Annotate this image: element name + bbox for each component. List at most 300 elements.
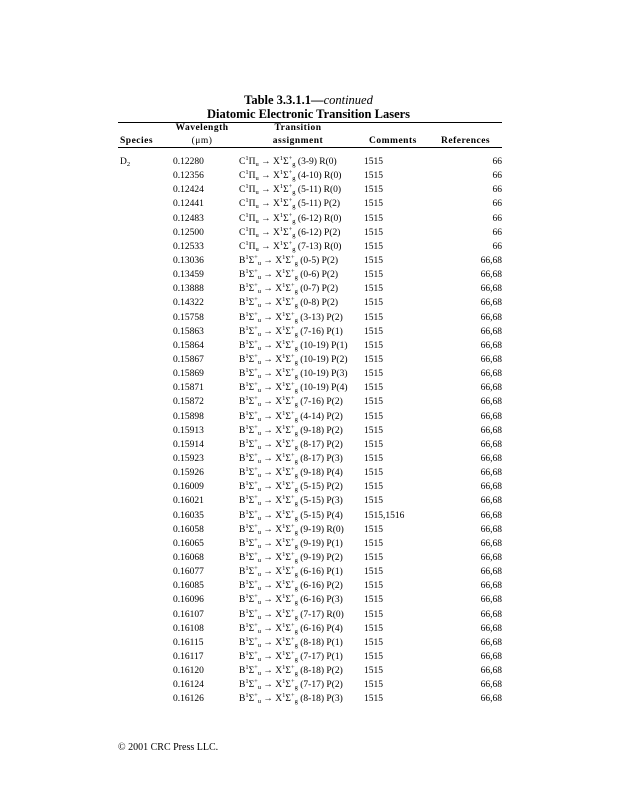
lower-state-letter: X: [272, 171, 280, 182]
wavelength-cell: 0.15867: [173, 354, 204, 365]
lower-state-symmetry: g: [294, 472, 298, 480]
upper-state-multiplicity: 1: [245, 480, 249, 488]
upper-state-symmetry: u: [257, 684, 262, 692]
upper-state-parity: +: [254, 565, 258, 573]
lower-state-multiplicity: 1: [279, 239, 284, 247]
upper-state-symbol: Π: [248, 157, 256, 167]
transition-arrow: →: [263, 651, 273, 662]
lower-state-multiplicity: 1: [279, 155, 284, 162]
upper-state-symmetry: u: [257, 613, 262, 621]
transition-cell: [239, 226, 340, 240]
lower-state-letter: X: [275, 270, 283, 281]
comments-cell: 1515: [364, 411, 383, 422]
lower-state-multiplicity: 1: [282, 352, 286, 360]
comments-cell: 1515: [364, 581, 383, 592]
lower-state-letter: X: [275, 637, 283, 648]
transition-arrow: →: [263, 312, 273, 323]
upper-state-multiplicity: 1: [245, 437, 249, 445]
lower-state-multiplicity: 1: [282, 480, 286, 488]
wavelength-cell: 0.16068: [173, 552, 204, 563]
transition-cell: [239, 339, 347, 353]
comments-cell: 1515: [364, 354, 383, 365]
column-header-species: Species: [120, 136, 154, 146]
transition-cell: [239, 212, 341, 226]
column-header-wavelength: Wavelength: [175, 123, 229, 133]
references-cell: 66,68: [480, 666, 502, 677]
upper-state-multiplicity: 1: [245, 664, 249, 672]
upper-state-multiplicity: 1: [245, 635, 249, 643]
comments-cell: 1515: [364, 637, 383, 648]
lower-state-letter: X: [275, 496, 283, 507]
lower-state-multiplicity: 1: [282, 381, 286, 389]
transition-cell: [239, 551, 343, 565]
lower-state-symmetry: g: [294, 330, 298, 338]
transition-arrow: →: [263, 354, 273, 365]
upper-state-multiplicity: 1: [245, 550, 249, 558]
upper-state-parity: +: [254, 579, 258, 587]
references-cell: 66,68: [480, 354, 502, 365]
lower-state-symbol: Σ: [285, 666, 291, 677]
references-cell: 66,68: [480, 453, 502, 464]
wavelength-cell: 0.16035: [173, 510, 204, 521]
lower-state-multiplicity: 1: [282, 565, 286, 573]
band-assignment: (10-19) P(1): [300, 340, 348, 351]
upper-state-multiplicity: 1: [245, 692, 249, 700]
references-cell: 66: [492, 213, 502, 224]
references-cell: 66,68: [480, 595, 502, 606]
table-title: [0, 93, 617, 107]
transition-cell: [239, 268, 338, 282]
lower-state-multiplicity: 1: [282, 466, 286, 474]
table-row: [0, 678, 617, 692]
upper-state-symbol: Σ: [248, 524, 255, 535]
comments-cell: 1515: [364, 227, 383, 238]
band-assignment: (5-11) R(0): [297, 185, 342, 196]
band-assignment: (4-10) R(0): [297, 171, 342, 182]
lower-state-parity: +: [290, 451, 295, 459]
comments-cell: 1515: [364, 340, 383, 351]
band-assignment: (8-17) P(3): [300, 453, 343, 464]
band-assignment: (0-6) P(2): [300, 270, 338, 281]
upper-state-letter: B: [239, 255, 246, 266]
lower-state-symmetry: g: [294, 528, 298, 536]
lower-state-symbol: Σ: [285, 524, 291, 535]
wavelength-cell: 0.12441: [173, 199, 204, 210]
lower-state-letter: X: [272, 185, 280, 196]
lower-state-symmetry: g: [294, 556, 298, 564]
upper-state-symbol: Σ: [248, 397, 255, 408]
wavelength-cell: 0.12483: [173, 213, 204, 224]
lower-state-letter: X: [275, 680, 283, 691]
upper-state-multiplicity: 1: [245, 494, 249, 502]
lower-state-symmetry: g: [294, 500, 298, 508]
transition-arrow: →: [263, 468, 273, 479]
transition-arrow: →: [263, 326, 273, 337]
upper-state-multiplicity: 1: [245, 649, 249, 657]
transition-cell: [239, 636, 343, 650]
lower-state-multiplicity: 1: [282, 579, 286, 587]
references-cell: 66,68: [480, 637, 502, 648]
lower-state-letter: X: [275, 609, 283, 620]
band-assignment: (5-15) P(2): [300, 482, 343, 493]
lower-state-symmetry: g: [294, 401, 298, 409]
comments-cell: 1515: [364, 552, 383, 563]
lower-state-parity: +: [290, 310, 295, 318]
upper-state-symbol: Σ: [248, 284, 255, 295]
lower-state-symbol: Σ: [285, 581, 291, 592]
upper-state-symmetry: u: [257, 387, 262, 395]
upper-state-letter: C: [239, 213, 246, 224]
upper-state-symmetry: u: [257, 472, 262, 480]
transition-cell: [239, 608, 344, 622]
lower-state-parity: +: [290, 296, 295, 304]
wavelength-cell: 0.16009: [173, 482, 204, 493]
lower-state-letter: X: [275, 538, 283, 549]
table-row: [0, 466, 617, 480]
lower-state-multiplicity: 1: [282, 621, 286, 629]
transition-cell: [239, 664, 343, 678]
table-row: [0, 523, 617, 537]
lower-state-symmetry: g: [294, 358, 298, 366]
lower-state-symbol: Σ: [285, 439, 291, 450]
lower-state-symbol: Σ: [283, 157, 289, 167]
lower-state-letter: X: [275, 255, 283, 266]
band-assignment: (7-17) P(2): [300, 680, 343, 691]
upper-state-parity: +: [254, 621, 258, 629]
upper-state-parity: +: [254, 296, 258, 304]
lower-state-symmetry: g: [294, 259, 298, 267]
band-assignment: (9-18) P(2): [300, 425, 343, 436]
transition-arrow: →: [263, 680, 273, 691]
wavelength-cell: 0.16124: [173, 680, 204, 691]
wavelength-cell: 0.15872: [173, 397, 204, 408]
lower-state-symbol: Σ: [285, 482, 291, 493]
transition-cell: [239, 395, 343, 409]
column-header-comments: Comments: [369, 136, 417, 146]
upper-state-symmetry: u: [257, 542, 262, 550]
lower-state-letter: X: [275, 397, 283, 408]
lower-state-letter: X: [275, 425, 283, 436]
lower-state-symbol: Σ: [283, 171, 289, 182]
upper-state-symmetry: u: [257, 373, 262, 381]
transition-cell: [239, 678, 343, 692]
comments-cell: 1515: [364, 680, 383, 691]
upper-state-symbol: Π: [248, 199, 256, 210]
upper-state-symbol: Σ: [248, 552, 255, 563]
lower-state-symmetry: g: [294, 457, 298, 465]
upper-state-letter: B: [239, 510, 246, 521]
lower-state-parity: +: [290, 409, 295, 417]
upper-state-letter: B: [239, 453, 246, 464]
references-cell: 66,68: [480, 510, 502, 521]
upper-state-symmetry: u: [257, 415, 262, 423]
transition-arrow: →: [261, 199, 271, 210]
band-assignment: (5-15) P(4): [300, 510, 343, 521]
lower-state-letter: X: [275, 439, 283, 450]
table-row: [0, 480, 617, 494]
transition-arrow: →: [263, 510, 273, 521]
transition-cell: [239, 311, 343, 325]
table-row: [0, 608, 617, 622]
upper-state-parity: +: [254, 381, 258, 389]
lower-state-letter: X: [275, 694, 283, 705]
transition-cell: [239, 523, 344, 537]
band-assignment: (9-18) P(4): [300, 468, 343, 479]
wavelength-cell: 0.16107: [173, 609, 204, 620]
lower-state-multiplicity: 1: [282, 367, 286, 375]
lower-state-symmetry: g: [292, 203, 296, 211]
lower-state-symbol: Σ: [285, 637, 291, 648]
upper-state-letter: C: [239, 199, 246, 210]
band-assignment: (6-16) P(4): [300, 623, 343, 634]
upper-state-multiplicity: 1: [245, 678, 249, 686]
upper-state-symmetry: u: [255, 203, 259, 211]
lower-state-letter: X: [272, 157, 280, 167]
upper-state-parity: +: [254, 409, 258, 417]
lower-state-symmetry: g: [294, 641, 298, 649]
lower-state-symbol: Σ: [285, 425, 291, 436]
band-assignment: (6-16) P(2): [300, 581, 343, 592]
transition-cell: [239, 480, 343, 494]
upper-state-symbol: Σ: [248, 482, 255, 493]
table-row: [0, 339, 617, 353]
upper-state-multiplicity: 1: [245, 211, 249, 219]
lower-state-symbol: Σ: [285, 326, 291, 337]
upper-state-symmetry: u: [255, 231, 259, 239]
transition-arrow: →: [261, 157, 271, 167]
lower-state-symmetry: g: [294, 486, 298, 494]
upper-state-multiplicity: 1: [245, 536, 249, 544]
references-cell: 66: [492, 199, 502, 210]
lower-state-multiplicity: 1: [282, 310, 286, 318]
upper-state-symmetry: u: [257, 274, 262, 282]
upper-state-multiplicity: 1: [245, 522, 249, 530]
lower-state-symbol: Σ: [285, 496, 291, 507]
table-row: [0, 593, 617, 607]
upper-state-letter: B: [239, 567, 246, 578]
lower-state-symmetry: g: [294, 443, 298, 451]
upper-state-symbol: Σ: [248, 567, 255, 578]
references-cell: 66,68: [480, 552, 502, 563]
comments-cell: 1515: [364, 213, 383, 224]
comments-cell: 1515: [364, 241, 383, 252]
upper-state-symmetry: u: [257, 358, 262, 366]
lower-state-symmetry: g: [292, 175, 296, 183]
lower-state-symmetry: g: [294, 613, 298, 621]
table-row: [0, 296, 617, 310]
wavelength-cell: 0.13888: [173, 284, 204, 295]
comments-cell: 1515: [364, 609, 383, 620]
references-cell: 66,68: [480, 496, 502, 507]
upper-state-multiplicity: 1: [245, 197, 249, 205]
lower-state-symbol: Σ: [283, 199, 289, 210]
upper-state-symmetry: u: [257, 670, 262, 678]
wavelength-cell: 0.12424: [173, 185, 204, 196]
upper-state-symbol: Σ: [248, 439, 255, 450]
lower-state-multiplicity: 1: [282, 593, 286, 601]
transition-cell: [239, 452, 343, 466]
upper-state-symmetry: u: [257, 585, 262, 593]
upper-state-multiplicity: 1: [245, 352, 249, 360]
table-row: [0, 197, 617, 211]
transition-cell: [239, 650, 343, 664]
upper-state-letter: B: [239, 581, 246, 592]
wavelength-cell: 0.16065: [173, 538, 204, 549]
upper-state-parity: +: [254, 593, 258, 601]
table-row: [0, 509, 617, 523]
band-assignment: (6-12) P(2): [297, 227, 341, 238]
upper-state-multiplicity: 1: [245, 367, 249, 375]
lower-state-multiplicity: 1: [282, 494, 286, 502]
transition-arrow: →: [263, 496, 273, 507]
transition-cell: [239, 183, 341, 197]
lower-state-symmetry: g: [294, 429, 298, 437]
upper-state-letter: B: [239, 694, 246, 705]
lower-state-letter: X: [275, 340, 283, 351]
transition-arrow: →: [263, 609, 273, 620]
table-row: [0, 537, 617, 551]
transition-cell: [239, 466, 343, 480]
lower-state-symmetry: g: [292, 189, 296, 197]
references-cell: 66: [492, 241, 502, 252]
lower-state-letter: X: [275, 482, 283, 493]
transition-cell: [239, 197, 340, 211]
lower-state-multiplicity: 1: [282, 664, 286, 672]
upper-state-multiplicity: 1: [245, 593, 249, 601]
lower-state-symbol: Σ: [285, 567, 291, 578]
references-cell: 66,68: [480, 312, 502, 323]
transition-cell: [239, 579, 343, 593]
transition-arrow: →: [261, 171, 271, 182]
upper-state-letter: B: [239, 298, 246, 309]
upper-state-parity: +: [254, 352, 258, 360]
lower-state-parity: +: [290, 282, 295, 290]
wavelength-cell: 0.15869: [173, 369, 204, 380]
comments-cell: 1515: [364, 185, 383, 196]
table-row: [0, 268, 617, 282]
lower-state-letter: X: [275, 595, 283, 606]
band-assignment: (5-15) P(3): [300, 496, 343, 507]
lower-state-parity: +: [290, 508, 295, 516]
transition-arrow: →: [263, 637, 273, 648]
table-title-main: Table 3.3.1.1—: [244, 93, 324, 107]
transition-cell: [239, 169, 341, 183]
comments-cell: 1515: [364, 623, 383, 634]
lower-state-letter: X: [275, 453, 283, 464]
upper-state-multiplicity: 1: [245, 310, 249, 318]
upper-state-symbol: Π: [248, 213, 256, 224]
wavelength-cell: 0.15863: [173, 326, 204, 337]
lower-state-multiplicity: 1: [282, 635, 286, 643]
lower-state-multiplicity: 1: [279, 211, 284, 219]
upper-state-symmetry: u: [257, 641, 262, 649]
table-row: [0, 438, 617, 452]
wavelength-cell: 0.13459: [173, 270, 204, 281]
lower-state-parity: +: [290, 550, 295, 558]
wavelength-cell: 0.15913: [173, 425, 204, 436]
transition-arrow: →: [261, 227, 271, 238]
lower-state-parity: +: [290, 367, 295, 375]
lower-state-letter: X: [275, 666, 283, 677]
lower-state-symbol: Σ: [283, 227, 289, 238]
upper-state-letter: C: [239, 157, 246, 167]
transition-arrow: →: [263, 369, 273, 380]
transition-arrow: →: [261, 241, 271, 252]
wavelength-cell: 0.12280: [173, 157, 204, 167]
band-assignment: (3-9) R(0): [297, 157, 337, 167]
upper-state-symmetry: u: [257, 443, 262, 451]
upper-state-symbol: Π: [248, 241, 256, 252]
wavelength-cell: 0.16085: [173, 581, 204, 592]
upper-state-parity: +: [254, 253, 258, 261]
upper-state-multiplicity: 1: [245, 381, 249, 389]
upper-state-symmetry: u: [257, 698, 262, 706]
references-cell: 66,68: [480, 284, 502, 295]
wavelength-cell: 0.15898: [173, 411, 204, 422]
references-cell: 66,68: [480, 538, 502, 549]
upper-state-parity: +: [254, 522, 258, 530]
upper-state-letter: C: [239, 185, 246, 196]
upper-state-letter: B: [239, 340, 246, 351]
upper-state-symbol: Σ: [248, 312, 255, 323]
lower-state-symmetry: g: [294, 415, 298, 423]
table-subtitle: Diatomic Electronic Transition Lasers: [206, 107, 411, 121]
upper-state-symbol: Σ: [248, 623, 255, 634]
band-assignment: (5-11) P(2): [297, 199, 341, 210]
lower-state-symmetry: g: [294, 302, 298, 310]
upper-state-multiplicity: 1: [245, 338, 249, 346]
references-cell: 66,68: [480, 581, 502, 592]
comments-cell: 1515: [364, 538, 383, 549]
lower-state-symmetry: g: [294, 344, 298, 352]
lower-state-symbol: Σ: [285, 284, 291, 295]
band-assignment: (8-18) P(2): [300, 666, 343, 677]
band-assignment: (6-16) P(3): [300, 595, 343, 606]
table-row: [0, 452, 617, 466]
comments-cell: 1515: [364, 694, 383, 705]
band-assignment: (7-17) R(0): [300, 609, 344, 620]
lower-state-parity: +: [290, 607, 295, 615]
wavelength-cell: 0.16108: [173, 623, 204, 634]
upper-state-letter: B: [239, 651, 246, 662]
lower-state-parity: +: [290, 423, 295, 431]
upper-state-symmetry: u: [257, 429, 262, 437]
band-assignment: (10-19) P(4): [300, 383, 348, 394]
upper-state-symmetry: u: [257, 330, 262, 338]
references-cell: 66,68: [480, 326, 502, 337]
transition-arrow: →: [263, 255, 273, 266]
table-row: [0, 353, 617, 367]
transition-arrow: →: [263, 397, 273, 408]
transition-arrow: →: [263, 581, 273, 592]
wavelength-cell: 0.15864: [173, 340, 204, 351]
lower-state-symbol: Σ: [285, 453, 291, 464]
transition-cell: [239, 296, 338, 310]
upper-state-letter: B: [239, 439, 246, 450]
upper-state-symbol: Σ: [248, 369, 255, 380]
wavelength-cell: 0.16117: [173, 651, 204, 662]
transition-arrow: →: [261, 185, 271, 196]
upper-state-multiplicity: 1: [245, 253, 249, 261]
transition-arrow: →: [263, 383, 273, 394]
lower-state-parity: +: [288, 197, 293, 205]
lower-state-symmetry: g: [294, 514, 298, 522]
lower-state-symmetry: g: [294, 288, 298, 296]
lower-state-parity: +: [290, 268, 295, 276]
transition-cell: [239, 367, 347, 381]
wavelength-cell: 0.12500: [173, 227, 204, 238]
upper-state-multiplicity: 1: [245, 296, 249, 304]
